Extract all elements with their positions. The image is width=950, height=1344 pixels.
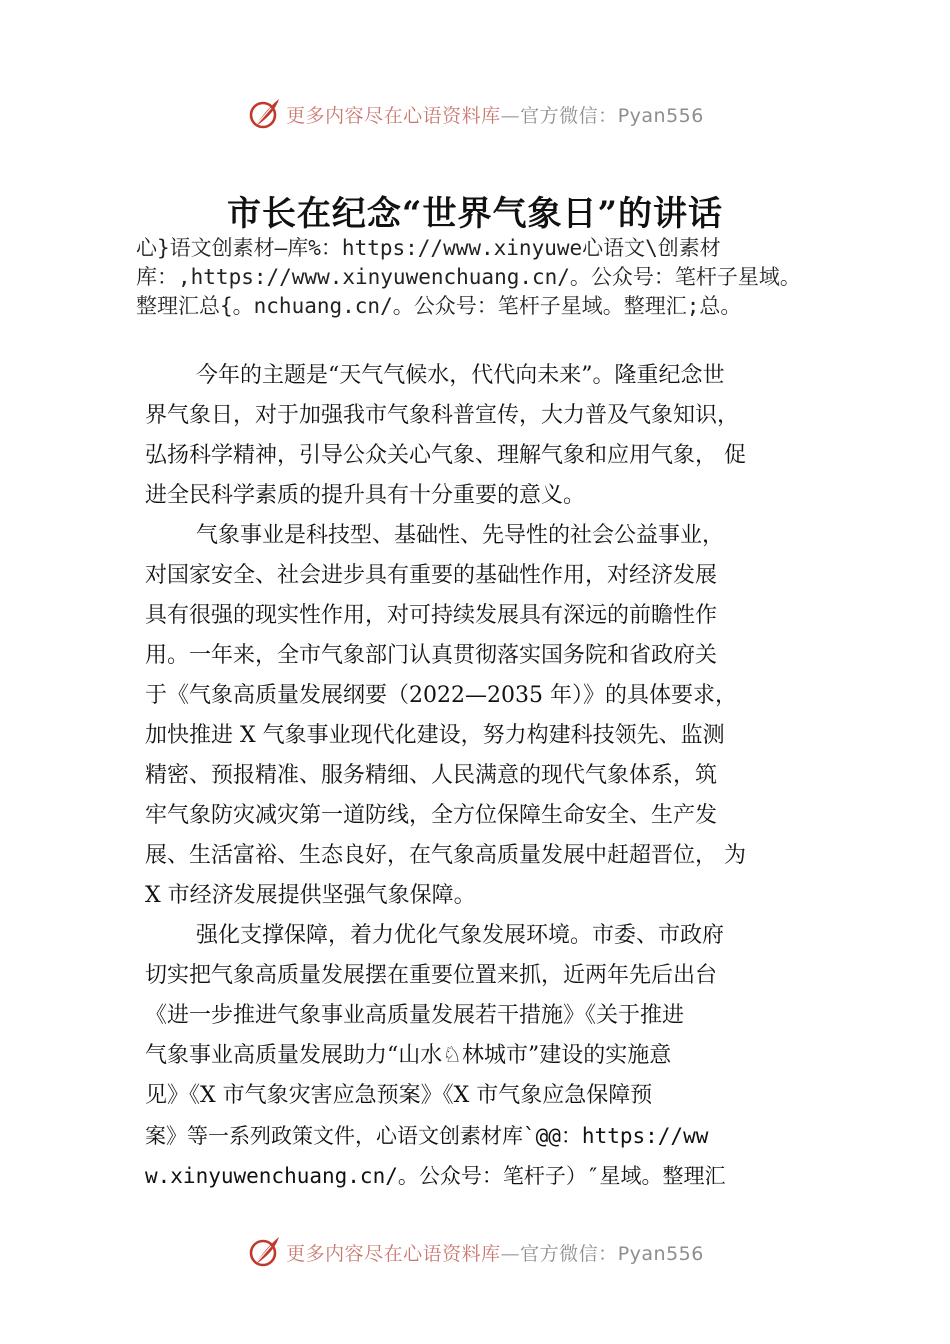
text-line: 进全民科学素质的提升具有十分重要的意义。 [145,483,586,508]
text-line: w.xinyuwenchuang.cn/。公众号：笔杆子）″星域。整理汇 [145,1164,726,1188]
banner-contact-label: 官方微信： [520,1242,618,1265]
text-line: 于《气象高质量发展纲要（2022—2035 年）》的具体要求， [145,683,737,708]
text-line: 强化支撑保障，着力优化气象发展环境。市委、市政府 [196,923,725,948]
watermark-line: 整理汇总{。nchuang.cn/。公众号：笔杆子星域。整理汇;总。 [136,294,742,318]
text-line: 具有很强的现实性作用，对可持续发展具有深远的前瞻性作 [145,603,718,628]
text-line: 牢气象防灾减灾第一道防线，全方位保障生命安全、生产发 [145,803,718,828]
paragraph [145,516,810,916]
text-line: 案》等一系列政策文件，心语文创素材库`@@：https://ww [145,1124,709,1148]
text-line: 《进一步推进气象事业高质量发展若干措施》《关于推进 [145,1003,685,1028]
text-line: 展、生活富裕、生态良好，在气象高质量发展中赶超晋位， 为 [145,843,746,868]
paragraph [145,916,810,1196]
banner-contact-id: Pyan556 [617,1242,704,1265]
header-banner [0,94,950,134]
banner-text [286,1239,704,1266]
watermark-line: 心}语文创素材—库%：https://www.xinyuwe心语文\创素材 [136,236,721,260]
quill-pen-logo-icon [246,1234,282,1270]
text-line: 今年的主题是“天气气候水，代代向未来”。隆重纪念世 [196,363,725,388]
text-line: 用。一年来，全市气象部门认真贯彻落实国务院和省政府关 [145,643,718,668]
watermark-line: 库：,https://www.xinyuwenchuang.cn/。公众号：笔杆子星域。 [136,265,801,289]
text-line: 见》《X 市气象灾害应急预案》《X 市气象应急保障预 [145,1083,653,1108]
text-line: X 市经济发展提供坚强气象保障。 [145,883,476,908]
banner-text [286,101,704,128]
banner-main-text: 更多内容尽在心语资料库 [286,1242,501,1265]
text-line: 气象事业是科技型、基础性、先导性的社会公益事业， [196,523,725,548]
document-title: 市长在纪念“世界气象日”的讲话 [226,194,724,234]
text-line: 对国家安全、社会进步具有重要的基础性作用，对经济发展 [145,563,718,588]
banner-separator: — [500,1242,521,1265]
banner-main-text: 更多内容尽在心语资料库 [286,104,501,127]
text-line: 加快推进 X 气象事业现代化建设，努力构建科技领先、监测 [145,723,725,748]
banner-contact-label: 官方微信： [520,104,618,127]
watermark-block [136,234,896,321]
text-line: 精密、预报精准、服务精细、人民满意的现代气象体系，筑 [145,763,718,788]
text-line: 切实把气象高质量发展摆在重要位置来抓，近两年先后出台 [145,963,718,988]
text-line: 气象事业高质量发展助力“山水♘林城市”建设的实施意 [145,1043,672,1068]
text-line: 界气象日，对于加强我市气象科普宣传，大力普及气象知识， [145,403,740,428]
text-line: 弘扬科学精神，引导公众关心气象、理解气象和应用气象， 促 [145,443,746,468]
banner-contact-id: Pyan556 [617,104,704,127]
paragraph [145,356,810,516]
footer-banner [0,1232,950,1272]
banner-separator: — [500,104,521,127]
quill-pen-logo-icon [246,96,282,132]
document-body [145,356,810,1196]
